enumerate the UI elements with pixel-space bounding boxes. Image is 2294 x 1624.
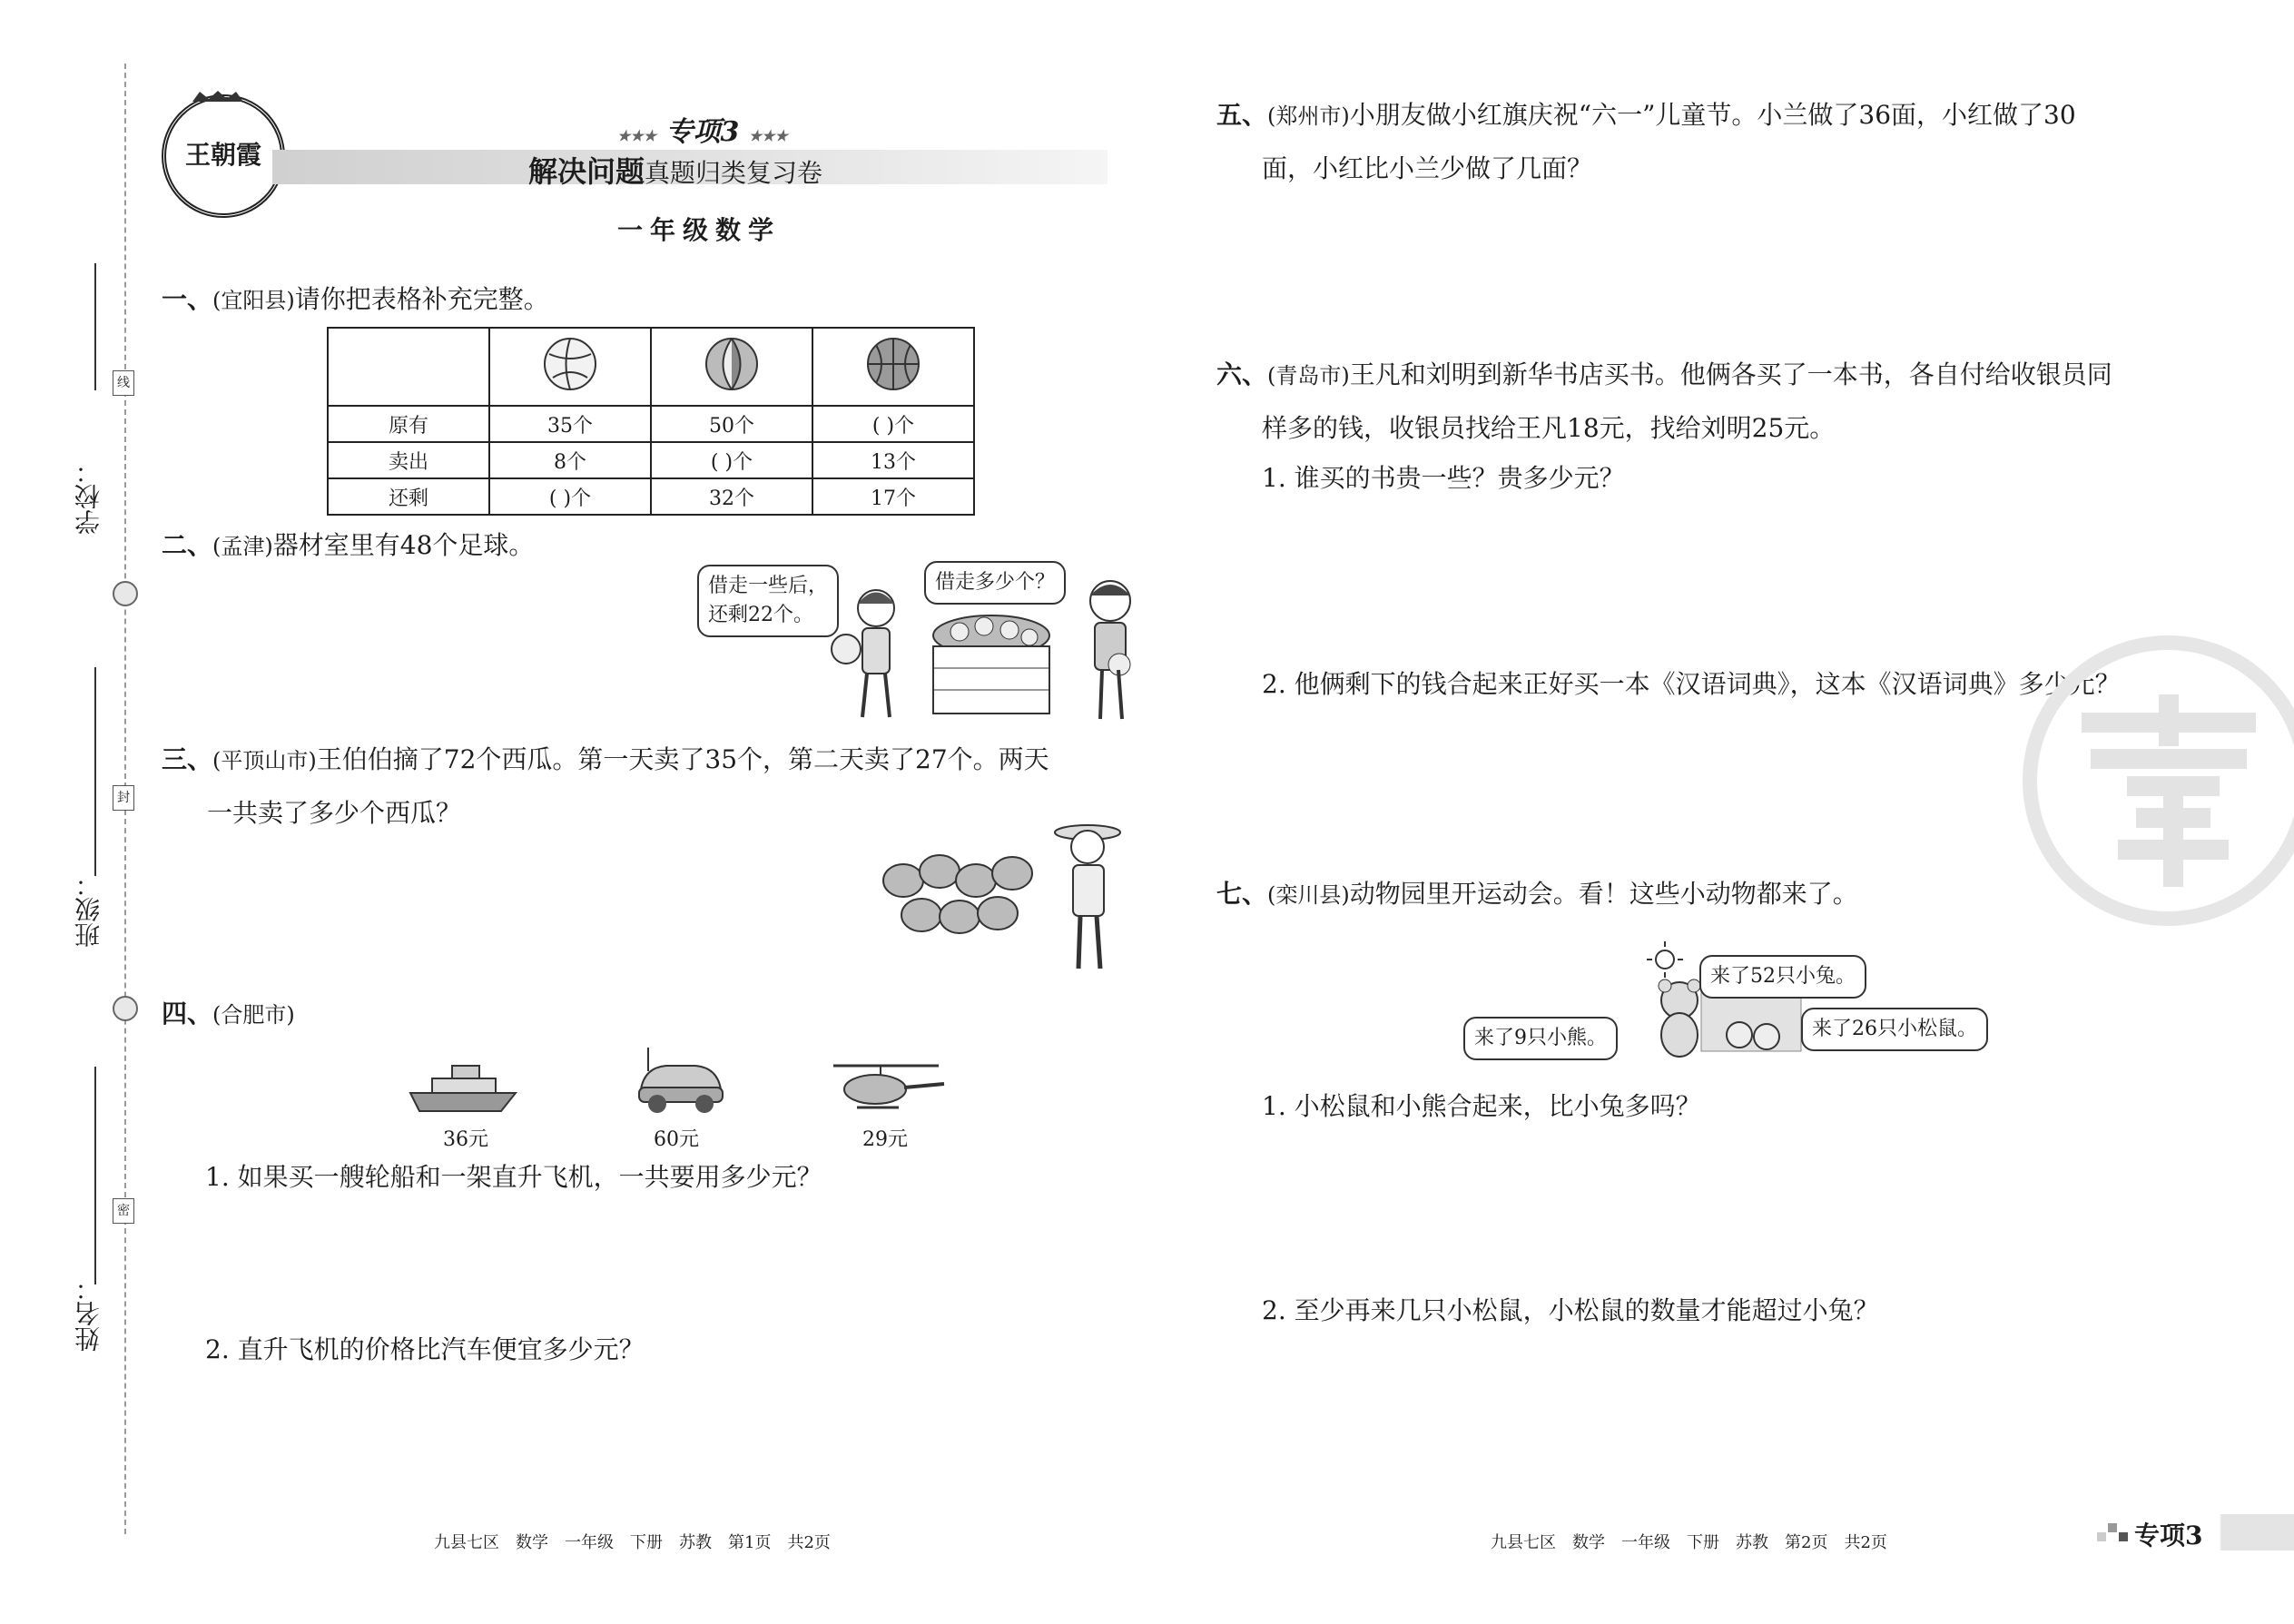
table-row bbox=[328, 478, 974, 515]
table-cell: 8个 bbox=[489, 442, 651, 478]
page-title: 解决问题真题归类复习卷 bbox=[528, 154, 823, 189]
question-7-part-2: 2. 至少再来几只小松鼠，小松鼠的数量才能超过小兔？ bbox=[1262, 1295, 1879, 1325]
table-cell: 17个 bbox=[812, 478, 974, 515]
table-cell: 35个 bbox=[489, 406, 651, 442]
school-blank-line bbox=[94, 263, 96, 390]
table-row bbox=[328, 406, 974, 442]
table-cell: ( )个 bbox=[812, 406, 974, 442]
helicopter-price: 29元 bbox=[862, 1128, 908, 1151]
star-icon: ★★★ bbox=[748, 127, 788, 144]
beach-ball-icon bbox=[651, 328, 812, 406]
question-6-part-1: 1. 谁买的书贵一些？贵多少元？ bbox=[1262, 463, 1625, 493]
binding-hole-icon bbox=[113, 996, 138, 1021]
tab-squares-icon bbox=[2097, 1518, 2133, 1549]
question-7: 七、(栾川县)动物园里开运动会。看！这些小动物都来了。 bbox=[1216, 879, 1858, 909]
boy-with-ball-illustration bbox=[1069, 574, 1151, 732]
speech-bubble-boy: 借走多少个？ bbox=[924, 561, 1066, 605]
row-label: 原有 bbox=[328, 406, 489, 442]
name-blank-line bbox=[94, 1067, 96, 1284]
stock-table bbox=[327, 327, 975, 516]
table-cell: 32个 bbox=[651, 478, 812, 515]
binding-tag-mi: 密 bbox=[113, 1198, 134, 1224]
ship-price: 36元 bbox=[443, 1128, 488, 1151]
question-7-part-1: 1. 小松鼠和小熊合起来，比小兔多吗？ bbox=[1262, 1091, 1701, 1121]
girl-with-ball-illustration bbox=[826, 581, 926, 730]
question-3: 三、(平顶山市)王伯伯摘了72个西瓜。第一天卖了35个，第二天卖了27个。两天 一共卖了多少个西瓜？ bbox=[162, 744, 1049, 828]
class-label: 班级： bbox=[74, 871, 103, 948]
binding-tag-feng: 封 bbox=[113, 785, 134, 811]
footer-left: 九县七区 数学 一年级 下册 苏教 第1页 共2页 bbox=[434, 1533, 831, 1552]
question-1: 一、(宜阳县)请你把表格补充完整。 bbox=[162, 284, 549, 314]
table-cell: ( )个 bbox=[651, 442, 812, 478]
page-subtitle: 一年级数学 bbox=[617, 215, 782, 245]
row-label: 还剩 bbox=[328, 478, 489, 515]
confidential-seal-icon bbox=[2023, 635, 2294, 926]
table-row bbox=[328, 442, 974, 478]
page-tab-label: 专项3 bbox=[2134, 1521, 2203, 1550]
table-cell: 50个 bbox=[651, 406, 812, 442]
question-4-part-2: 2. 直升飞机的价格比汽车便宜多少元？ bbox=[205, 1334, 645, 1364]
speech-bubble-girl: 借走一些后， 还剩22个。 bbox=[697, 565, 839, 637]
basketball-icon bbox=[812, 328, 974, 406]
watermelon-pile-icon bbox=[876, 844, 1058, 948]
table-cell: ( )个 bbox=[489, 478, 651, 515]
name-label: 姓名： bbox=[74, 1275, 103, 1352]
question-2: 二、(孟津)器材室里有48个足球。 bbox=[162, 530, 535, 560]
speech-bubble-bears: 来了9只小熊。 bbox=[1463, 1017, 1618, 1060]
school-label: 学校： bbox=[74, 458, 103, 535]
question-6: 六、(青岛市)王凡和刘明到新华书店买书。他俩各买了一本书，各自付给收银员同 样多的钱，收银员找给王凡18元，找给刘明25元。 bbox=[1216, 359, 2112, 443]
question-4: 四、(合肥市) bbox=[162, 999, 295, 1029]
star-icon: ★★★ bbox=[617, 127, 657, 144]
topic-badge: ★★★ 专项3 ★★★ bbox=[617, 116, 788, 148]
ship-icon bbox=[407, 1060, 519, 1118]
table-corner-cell bbox=[328, 328, 489, 406]
question-4-part-1: 1. 如果买一艘轮船和一架直升飞机，一共要用多少元？ bbox=[205, 1162, 822, 1192]
speech-bubble-rabbits: 来了52只小兔。 bbox=[1699, 955, 1866, 999]
question-6-part-2: 2. 他俩剩下的钱合起来正好买一本《汉语词典》，这本《汉语词典》多少元？ bbox=[1262, 669, 2121, 699]
class-blank-line bbox=[94, 667, 96, 876]
speech-bubble-squirrels: 来了26只小松鼠。 bbox=[1801, 1008, 1988, 1051]
logo-text: 王朝霞 bbox=[184, 140, 261, 170]
binding-tag-xian: 线 bbox=[113, 370, 134, 396]
volleyball-icon bbox=[489, 328, 651, 406]
footer-right: 九县七区 数学 一年级 下册 苏教 第2页 共2页 bbox=[1491, 1533, 1887, 1552]
helicopter-icon bbox=[824, 1060, 948, 1118]
farmer-illustration bbox=[1051, 812, 1133, 979]
football-crate-icon bbox=[928, 610, 1055, 723]
question-5: 五、(郑州市)小朋友做小红旗庆祝“六一”儿童节。小兰做了36面，小红做了30 面，小红比小兰少做了几面？ bbox=[1216, 100, 2076, 183]
car-price: 60元 bbox=[654, 1128, 699, 1151]
page-tab bbox=[2129, 1514, 2294, 1550]
publisher-logo bbox=[162, 94, 285, 218]
binding-hole-icon bbox=[113, 581, 138, 606]
crown-icon bbox=[191, 89, 245, 102]
table-cell: 13个 bbox=[812, 442, 974, 478]
car-icon bbox=[635, 1044, 726, 1120]
row-label: 卖出 bbox=[328, 442, 489, 478]
